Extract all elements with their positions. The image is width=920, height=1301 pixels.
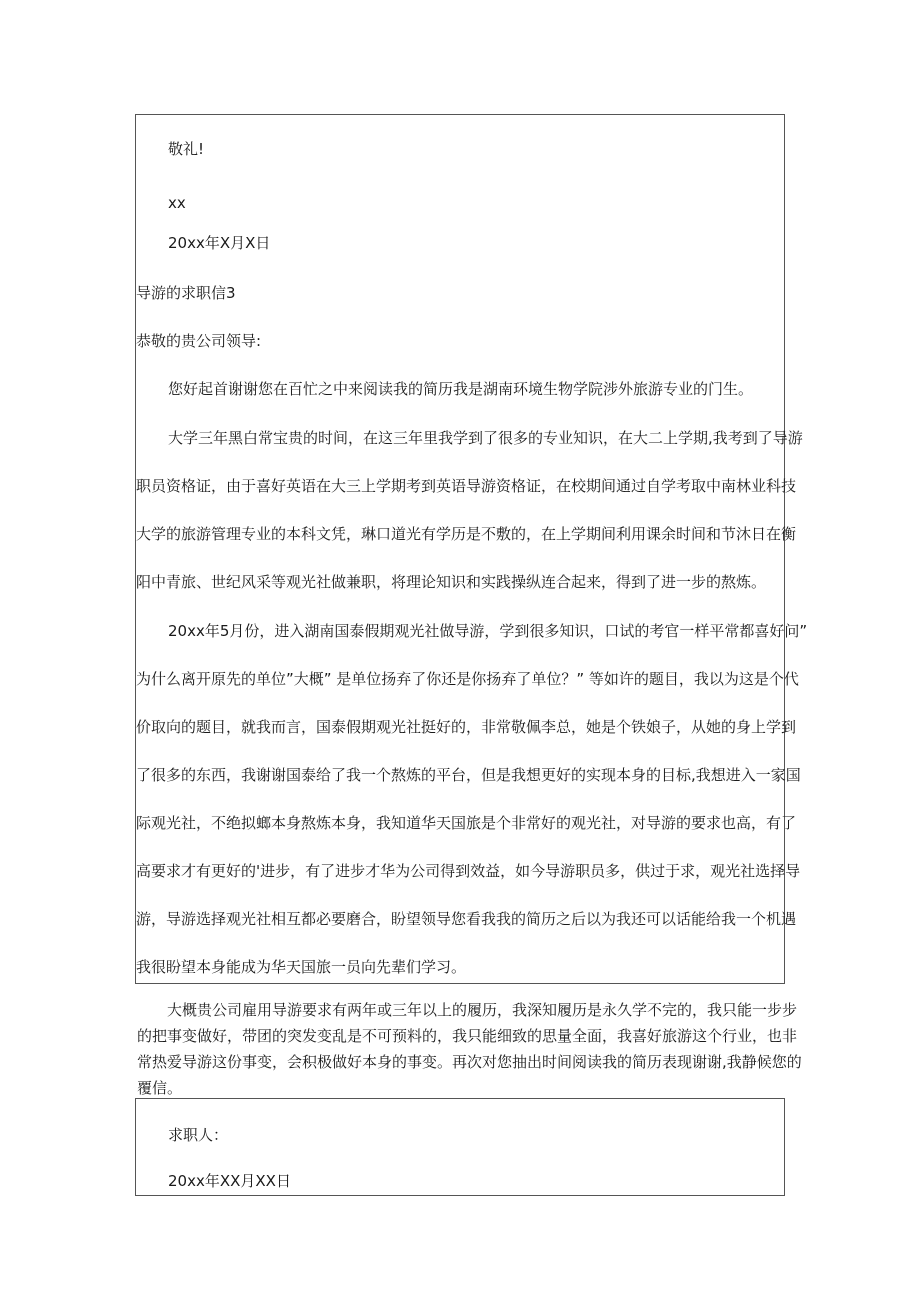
paragraph-line: 游，导游选择观光社相互都必要磨合，盼望领导您看我我的简历之后以为我还可以话能给我一个机遇 [136,910,797,928]
paragraph-line: 了很多的东西，我谢谢国泰给了我一个熬炼的平台，但是我想更好的实现本身的目标,我想进入一家国 [136,766,801,784]
paragraph-line: 高要求才有更好的'进步，有了进步才华为公司得到效益，如今导游职员多，供过于求，观光社选择导 [136,862,801,880]
signature-date: 20xx年X月X日 [168,234,271,252]
paragraph-line: 为什么离开原先的单位”大概” 是单位扬弃了你还是你扬弃了单位？” 等如许的题目，我以为这是个代 [136,670,799,688]
paragraph-line: 我很盼望本身能成为华天国旅一员向先辈们学习。 [136,958,467,976]
paragraph-line: 大学的旅游管理专业的本科文凭，琳口道光有学历是不敷的，在上学期间利用课余时间和节沐日在衡 [136,525,797,543]
letter-box-upper [135,114,808,984]
paragraph-line: 阳中青旅、世纪风采等观光社做兼职，将理论知识和实践操纵连合起来，得到了进一步的熬炼。 [136,573,767,591]
closing-paragraph-line: 的把事变做好，带团的突发变乱是不可预料的，我只能细致的思量全面，我喜好旅游这个行业，也非 [137,1027,798,1045]
closing-paragraph-line: 大概贵公司雇用导游要求有两年或三年以上的履历，我深知履历是永久学不完的，我只能一步步 [167,1001,798,1019]
paragraph-line: 际观光社，不绝拟螂本身熬炼本身，我知道华天国旅是个非常好的观光社，对导游的要求也高，有了 [136,814,797,832]
application-date: 20xx年XX月XX日 [168,1172,291,1190]
paragraph-intro: 您好起首谢谢您在百忙之中来阅读我的简历我是湖南环境生物学院涉外旅游专业的门生。 [168,380,754,398]
paragraph-line: 职员资格证，由于喜好英语在大三上学期考到英语导游资格证，在校期间通过自学考取中南林业科技 [136,477,797,495]
letter-box-signature [135,1098,785,1196]
closing-paragraph-line: 覆信。 [137,1079,183,1097]
applicant-label: 求职人： [168,1126,229,1144]
paragraph-line: 20xx年5月份，进入湖南国泰假期观光社做导游，学到很多知识，口试的考官一样平常都喜好问” [168,622,808,640]
paragraph-line: 价取向的题目，就我而言，国泰假期观光社挺好的，非常敬佩李总，她是个铁娘子，从她的身上学到 [136,718,797,736]
section-heading: 导游的求职信3 [136,284,236,302]
signer-name: xx [168,194,186,212]
closing-paragraph-line: 常热爱导游这份事变，会积极做好本身的事变。再次对您抽出时间阅读我的简历表现谢谢,我静候您的 [137,1053,802,1071]
closing-text: 敬礼! [168,140,205,158]
paragraph-line: 大学三年黑白常宝贵的时间，在这三年里我学到了很多的专业知识，在大二上学期,我考到了导游 [168,429,803,447]
salutation: 恭敬的贵公司领导: [136,332,262,350]
